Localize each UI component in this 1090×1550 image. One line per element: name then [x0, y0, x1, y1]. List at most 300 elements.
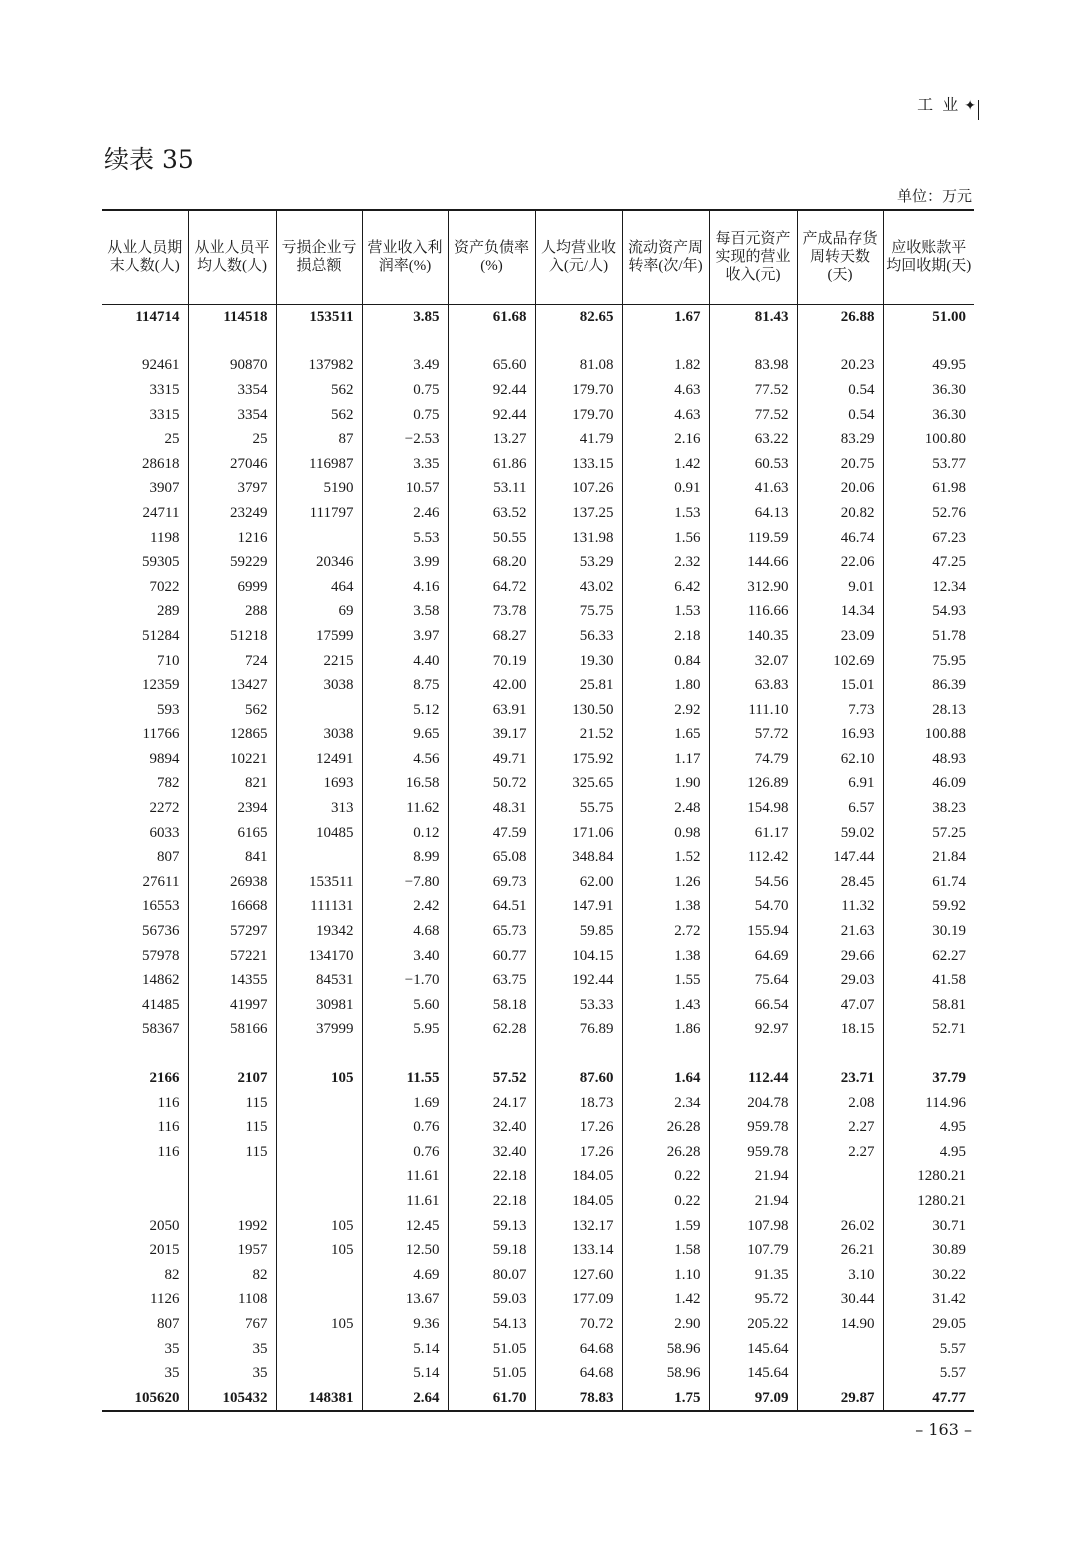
- table-cell: 18.73: [535, 1090, 622, 1115]
- table-cell: 3038: [276, 673, 362, 698]
- table-cell: 154.98: [709, 796, 797, 821]
- table-cell: 37.79: [883, 1066, 974, 1091]
- table-cell: 92.97: [709, 1017, 797, 1042]
- table-cell: 12.45: [362, 1213, 448, 1238]
- table-cell: 807: [157, 1315, 180, 1332]
- table-cell: 76.89: [535, 1017, 622, 1042]
- table-cell: 144.66: [709, 550, 797, 575]
- table-row: [102, 722, 974, 747]
- table-cell: 13427: [188, 673, 276, 698]
- table-cell: 47.59: [448, 820, 535, 845]
- table-cell: 132.17: [535, 1213, 622, 1238]
- table-cell: 0.54: [797, 402, 883, 427]
- table-row: [102, 648, 974, 673]
- table-cell: 171.06: [535, 820, 622, 845]
- table-cell: 3797: [188, 476, 276, 501]
- column-header: 营业收入利润率(%): [362, 210, 448, 304]
- table-cell: 179.70: [535, 378, 622, 403]
- table-cell: 1.56: [622, 525, 709, 550]
- table-row: [102, 1312, 974, 1337]
- table-cell: 23249: [188, 501, 276, 526]
- table-cell: 3.49: [362, 353, 448, 378]
- section-label: 工 业: [917, 95, 961, 114]
- table-cell: 84531: [276, 968, 362, 993]
- table-cell: 105: [276, 1312, 362, 1337]
- table-cell: 54.13: [448, 1312, 535, 1337]
- table-row: [102, 1017, 974, 1042]
- table-cell: 12.50: [362, 1238, 448, 1263]
- table-cell: 18.15: [797, 1017, 883, 1042]
- table-row: [102, 943, 974, 968]
- table-cell: 147.44: [797, 845, 883, 870]
- table-cell: 114.96: [883, 1090, 974, 1115]
- table-cell: 35: [188, 1336, 276, 1361]
- table-cell: 65.73: [448, 919, 535, 944]
- table-row: [102, 845, 974, 870]
- table-cell: 1.38: [622, 894, 709, 919]
- table-cell: 57978: [142, 947, 180, 964]
- table-cell: 13.67: [362, 1287, 448, 1312]
- table-cell: 1.64: [622, 1066, 709, 1091]
- table-cell: 184.05: [535, 1189, 622, 1214]
- table-cell: 64.72: [448, 574, 535, 599]
- table-cell: 0.75: [362, 402, 448, 427]
- table-cell: 5.57: [883, 1361, 974, 1386]
- data-table: [102, 209, 974, 1412]
- table-cell: 2394: [188, 796, 276, 821]
- table-cell: 6.91: [797, 771, 883, 796]
- table-cell: 63.75: [448, 968, 535, 993]
- table-cell: 0.54: [797, 378, 883, 403]
- table-cell: 4.95: [883, 1115, 974, 1140]
- table-cell: 114714: [135, 308, 180, 325]
- table-cell: 61.68: [448, 304, 535, 329]
- table-cell: [276, 1140, 362, 1165]
- table-cell: 112.44: [709, 1066, 797, 1091]
- table-cell: 313: [276, 796, 362, 821]
- table-cell: 60.53: [709, 451, 797, 476]
- table-cell: 1.10: [622, 1262, 709, 1287]
- table-cell: 81.43: [709, 304, 797, 329]
- table-cell: 51218: [188, 624, 276, 649]
- table-cell: 35: [188, 1361, 276, 1386]
- table-cell: 179.70: [535, 402, 622, 427]
- table-cell: 39.17: [448, 722, 535, 747]
- table-row: [102, 1066, 974, 1091]
- table-cell: 16.93: [797, 722, 883, 747]
- table-row: [102, 796, 974, 821]
- column-header: 每百元资产实现的营业收入(元): [709, 210, 797, 304]
- table-cell: 959.78: [709, 1140, 797, 1165]
- table-cell: 82.65: [535, 304, 622, 329]
- table-cell: 75.75: [535, 599, 622, 624]
- table-cell: 62.28: [448, 1017, 535, 1042]
- table-cell: 1.38: [622, 943, 709, 968]
- table-cell: 26.02: [797, 1213, 883, 1238]
- table-cell: 3.10: [797, 1262, 883, 1287]
- table-cell: 155.94: [709, 919, 797, 944]
- table-cell: 5.14: [362, 1336, 448, 1361]
- table-cell: 86.39: [883, 673, 974, 698]
- table-cell: 61.74: [883, 870, 974, 895]
- table-row: [102, 870, 974, 895]
- column-header: 人均营业收入(元/人): [535, 210, 622, 304]
- table-cell: 11.55: [362, 1066, 448, 1091]
- table-cell: 5.60: [362, 993, 448, 1018]
- table-cell: 5.57: [883, 1336, 974, 1361]
- table-cell: 91.35: [709, 1262, 797, 1287]
- table-cell: 3315: [149, 381, 180, 398]
- column-header: 资产负债率(%): [448, 210, 535, 304]
- table-cell: 145.64: [709, 1336, 797, 1361]
- table-row: [102, 1385, 974, 1411]
- table-cell: 562: [276, 378, 362, 403]
- table-cell: 41.58: [883, 968, 974, 993]
- table-cell: 2.92: [622, 697, 709, 722]
- table-cell: 959.78: [709, 1115, 797, 1140]
- table-row: [102, 771, 974, 796]
- table-header: [102, 210, 974, 304]
- table-cell: 2015: [149, 1242, 180, 1259]
- table-cell: 192.44: [535, 968, 622, 993]
- table-cell: 105620: [102, 1385, 188, 1411]
- table-row: [102, 451, 974, 476]
- table-cell: 10.57: [362, 476, 448, 501]
- table-cell: 77.52: [709, 378, 797, 403]
- table-cell: 25: [164, 431, 180, 448]
- table-cell: 2.27: [797, 1115, 883, 1140]
- table-cell: 78.83: [535, 1385, 622, 1411]
- table-cell: 36.30: [883, 378, 974, 403]
- table-cell: 1.52: [622, 845, 709, 870]
- table-cell: 69.73: [448, 870, 535, 895]
- table-cell: 26.21: [797, 1238, 883, 1263]
- table-cell: 1198: [150, 529, 180, 546]
- table-cell: 3.35: [362, 451, 448, 476]
- table-cell: 2.08: [797, 1090, 883, 1115]
- table-cell: 30.44: [797, 1287, 883, 1312]
- table-cell: 92.44: [448, 378, 535, 403]
- table-row: [102, 1361, 974, 1386]
- table-cell: 102.69: [797, 648, 883, 673]
- table-cell: 104.15: [535, 943, 622, 968]
- table-cell: 21.52: [535, 722, 622, 747]
- table-cell: 48.93: [883, 747, 974, 772]
- table-cell: 312.90: [709, 574, 797, 599]
- table-cell: 9894: [149, 750, 180, 767]
- table-cell: 5190: [276, 476, 362, 501]
- table-cell: 6165: [188, 820, 276, 845]
- table-cell: 562: [188, 697, 276, 722]
- table-cell: [188, 1042, 276, 1066]
- table-cell: 29.66: [797, 943, 883, 968]
- table-cell: 137982: [276, 353, 362, 378]
- table-cell: 12865: [188, 722, 276, 747]
- table-cell: 57.25: [883, 820, 974, 845]
- table-cell: 0.84: [622, 648, 709, 673]
- table-body: [102, 304, 974, 1411]
- table-cell: 105: [276, 1213, 362, 1238]
- table-cell: 134170: [276, 943, 362, 968]
- table-cell: 4.68: [362, 919, 448, 944]
- table-cell: 49.95: [883, 353, 974, 378]
- table-cell: 14.34: [797, 599, 883, 624]
- table-cell: 92461: [142, 357, 180, 374]
- table-cell: −1.70: [362, 968, 448, 993]
- table-cell: [276, 697, 362, 722]
- table-cell: 7.73: [797, 697, 883, 722]
- table-cell: 19342: [276, 919, 362, 944]
- table-cell: 21.84: [883, 845, 974, 870]
- table-cell: 1280.21: [883, 1164, 974, 1189]
- table-cell: 0.75: [362, 378, 448, 403]
- table-cell: 4.95: [883, 1140, 974, 1165]
- table-cell: 2.27: [797, 1140, 883, 1165]
- table-cell: 1.69: [362, 1090, 448, 1115]
- table-cell: 153511: [276, 870, 362, 895]
- table-cell: 107.98: [709, 1213, 797, 1238]
- table-cell: 2.64: [362, 1385, 448, 1411]
- table-row: [102, 894, 974, 919]
- table-cell: 20.23: [797, 353, 883, 378]
- table-cell: 127.60: [535, 1262, 622, 1287]
- table-cell: 148381: [276, 1385, 362, 1411]
- table-cell: 32.40: [448, 1140, 535, 1165]
- table-cell: 3354: [188, 378, 276, 403]
- table-cell: 130.50: [535, 697, 622, 722]
- table-cell: [276, 1189, 362, 1214]
- table-cell: 63.91: [448, 697, 535, 722]
- table-cell: 1.53: [622, 599, 709, 624]
- table-cell: 20.06: [797, 476, 883, 501]
- table-cell: 51.78: [883, 624, 974, 649]
- table-cell: 30.22: [883, 1262, 974, 1287]
- table-cell: 0.76: [362, 1115, 448, 1140]
- table-cell: 2107: [188, 1066, 276, 1091]
- table-cell: 17599: [276, 624, 362, 649]
- table-cell: 1.75: [622, 1385, 709, 1411]
- table-cell: 21.94: [709, 1189, 797, 1214]
- table-cell: 53.33: [535, 993, 622, 1018]
- table-cell: [276, 1361, 362, 1386]
- table-cell: 75.64: [709, 968, 797, 993]
- table-cell: 153511: [276, 304, 362, 329]
- table-cell: 20.75: [797, 451, 883, 476]
- table-cell: [188, 329, 276, 353]
- table-cell: 115: [188, 1140, 276, 1165]
- table-cell: 75.95: [883, 648, 974, 673]
- table-cell: [797, 1189, 883, 1214]
- table-cell: 114518: [188, 304, 276, 329]
- table-cell: 16553: [142, 898, 180, 915]
- table-cell: 841: [188, 845, 276, 870]
- table-row: [102, 1115, 974, 1140]
- table-cell: 3.40: [362, 943, 448, 968]
- table-row: [102, 599, 974, 624]
- table-cell: 28.45: [797, 870, 883, 895]
- table-cell: 42.00: [448, 673, 535, 698]
- table-cell: 59.18: [448, 1238, 535, 1263]
- table-cell: 22.06: [797, 550, 883, 575]
- table-cell: 116: [157, 1143, 180, 1160]
- table-cell: −2.53: [362, 427, 448, 452]
- table-cell: 116.66: [709, 599, 797, 624]
- table-cell: [362, 329, 448, 353]
- table-cell: 288: [188, 599, 276, 624]
- table-cell: 83.98: [709, 353, 797, 378]
- table-cell: 2.42: [362, 894, 448, 919]
- table-cell: 116: [157, 1119, 180, 1136]
- table-cell: 4.63: [622, 378, 709, 403]
- table-row: [102, 525, 974, 550]
- table-cell: 19.30: [535, 648, 622, 673]
- table-cell: [188, 1189, 276, 1214]
- table-cell: 29.87: [797, 1385, 883, 1411]
- table-cell: 105432: [188, 1385, 276, 1411]
- table-row: [102, 353, 974, 378]
- table-cell: 2166: [149, 1070, 180, 1087]
- table-cell: 57221: [188, 943, 276, 968]
- table-cell: 32.07: [709, 648, 797, 673]
- table-cell: 2.34: [622, 1090, 709, 1115]
- table-cell: [535, 1042, 622, 1066]
- table-cell: 145.64: [709, 1361, 797, 1386]
- table-cell: 10485: [276, 820, 362, 845]
- table-cell: 11.62: [362, 796, 448, 821]
- table-cell: 80.07: [448, 1262, 535, 1287]
- table-cell: [797, 1042, 883, 1066]
- table-cell: 13.27: [448, 427, 535, 452]
- table-cell: 105: [276, 1238, 362, 1263]
- table-cell: [709, 329, 797, 353]
- table-cell: 131.98: [535, 525, 622, 550]
- table-cell: 61.86: [448, 451, 535, 476]
- table-cell: 30981: [276, 993, 362, 1018]
- table-cell: 64.68: [535, 1361, 622, 1386]
- table-cell: 807: [157, 849, 180, 866]
- table-cell: 81.08: [535, 353, 622, 378]
- table-cell: 77.52: [709, 402, 797, 427]
- table-row: [102, 427, 974, 452]
- table-cell: 63.52: [448, 501, 535, 526]
- table-cell: 2215: [276, 648, 362, 673]
- table-cell: 126.89: [709, 771, 797, 796]
- table-cell: 0.22: [622, 1189, 709, 1214]
- table-cell: 5.12: [362, 697, 448, 722]
- header-row: [102, 210, 974, 304]
- table-cell: 59229: [188, 550, 276, 575]
- table-cell: 2.90: [622, 1312, 709, 1337]
- table-cell: 5.53: [362, 525, 448, 550]
- table-cell: 1.55: [622, 968, 709, 993]
- table-cell: 24.17: [448, 1090, 535, 1115]
- table-cell: 48.31: [448, 796, 535, 821]
- running-header: [917, 92, 978, 115]
- table-cell: 59.02: [797, 820, 883, 845]
- table-cell: 1.58: [622, 1238, 709, 1263]
- table-cell: 8.75: [362, 673, 448, 698]
- table-cell: [276, 1042, 362, 1066]
- table-cell: 1.42: [622, 1287, 709, 1312]
- column-header: 从业人员期末人数(人): [102, 210, 188, 304]
- table-cell: 38.23: [883, 796, 974, 821]
- table-cell: 6.57: [797, 796, 883, 821]
- table-cell: 26.28: [622, 1115, 709, 1140]
- table-cell: 10221: [188, 747, 276, 772]
- column-header: 从业人员平均人数(人): [188, 210, 276, 304]
- table-cell: 11.32: [797, 894, 883, 919]
- table-cell: 35: [164, 1340, 180, 1357]
- table-cell: [102, 1189, 188, 1214]
- table-cell: 1108: [188, 1287, 276, 1312]
- table-cell: 116987: [276, 451, 362, 476]
- table-cell: 0.22: [622, 1164, 709, 1189]
- table-row: [102, 747, 974, 772]
- table-cell: 59.03: [448, 1287, 535, 1312]
- table-cell: 46.09: [883, 771, 974, 796]
- table-row: [102, 993, 974, 1018]
- table-cell: 58166: [188, 1017, 276, 1042]
- table-cell: 47.25: [883, 550, 974, 575]
- table-cell: 348.84: [535, 845, 622, 870]
- table-row: [102, 378, 974, 403]
- table-cell: 2.48: [622, 796, 709, 821]
- table-cell: [276, 525, 362, 550]
- table-cell: 184.05: [535, 1164, 622, 1189]
- table-cell: 54.70: [709, 894, 797, 919]
- table-cell: 32.40: [448, 1115, 535, 1140]
- table-cell: 4.56: [362, 747, 448, 772]
- diamond-icon: ✦: [964, 98, 978, 114]
- table-cell: 3907: [149, 480, 180, 497]
- table-cell: 63.83: [709, 673, 797, 698]
- table-cell: [276, 845, 362, 870]
- table-row: [102, 550, 974, 575]
- table-cell: 140.35: [709, 624, 797, 649]
- table-cell: 1.53: [622, 501, 709, 526]
- table-cell: 1.86: [622, 1017, 709, 1042]
- table-cell: 710: [157, 652, 180, 669]
- table-cell: 58.81: [883, 993, 974, 1018]
- column-header: 产成品存货周转天数(天): [797, 210, 883, 304]
- table-cell: 1.59: [622, 1213, 709, 1238]
- table-row: [102, 820, 974, 845]
- table-cell: 562: [276, 402, 362, 427]
- table-cell: [797, 1164, 883, 1189]
- table-cell: 82: [188, 1262, 276, 1287]
- table-row: [102, 574, 974, 599]
- table-cell: 66.54: [709, 993, 797, 1018]
- table-cell: 56736: [142, 923, 180, 940]
- table-cell: 116: [157, 1094, 180, 1111]
- table-cell: 23.09: [797, 624, 883, 649]
- table-cell: 593: [157, 701, 180, 718]
- table-cell: 6999: [188, 574, 276, 599]
- table-cell: 47.07: [797, 993, 883, 1018]
- table-cell: 26938: [188, 870, 276, 895]
- table-cell: 52.76: [883, 501, 974, 526]
- table-cell: 35: [164, 1365, 180, 1382]
- table-cell: 14.90: [797, 1312, 883, 1337]
- table-cell: 47.77: [883, 1385, 974, 1411]
- table-cell: 119.59: [709, 525, 797, 550]
- table-cell: 63.22: [709, 427, 797, 452]
- table-row: [102, 1189, 974, 1214]
- table-cell: 1.65: [622, 722, 709, 747]
- table-cell: 289: [157, 603, 180, 620]
- table-cell: 51.00: [883, 304, 974, 329]
- table-cell: 1992: [188, 1213, 276, 1238]
